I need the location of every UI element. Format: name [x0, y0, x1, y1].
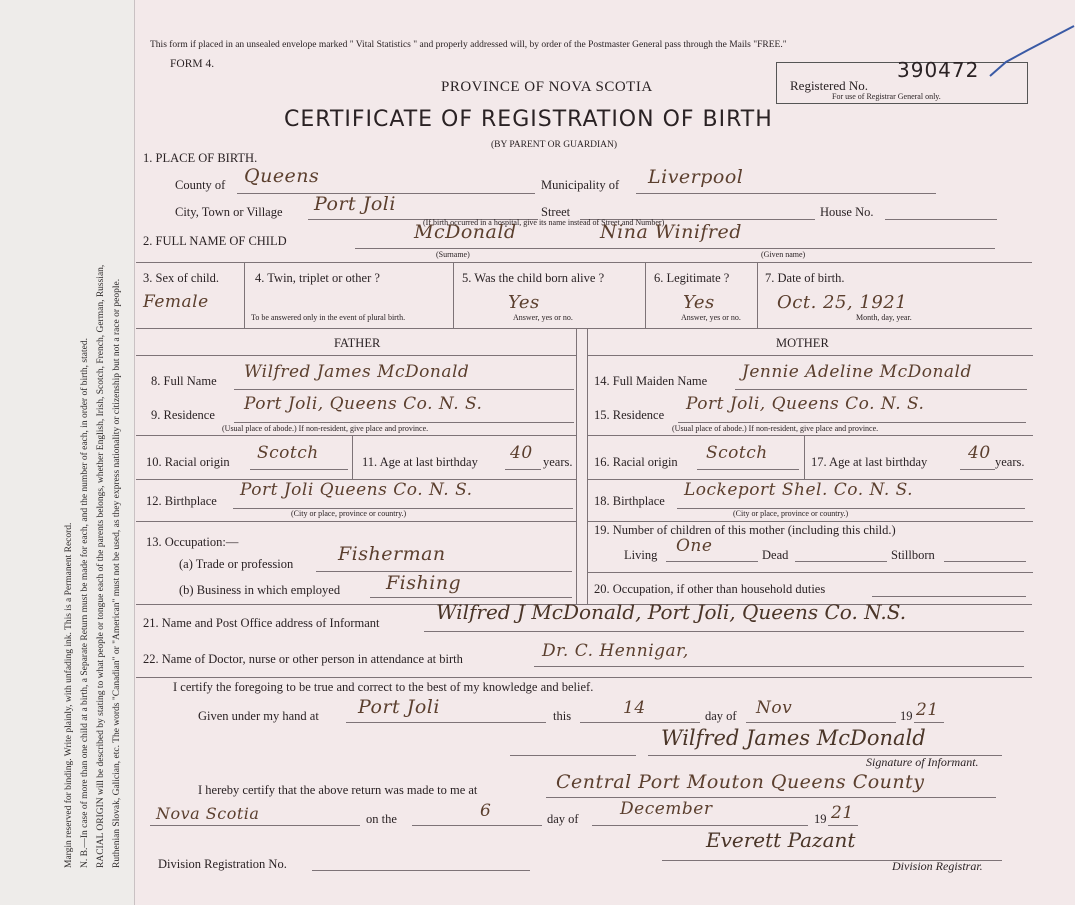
born-alive-label: 5. Was the child born alive ? — [462, 271, 605, 285]
given-at-value: Port Joli — [358, 696, 440, 718]
date-of-birth-value: Oct. 25, 1921 — [777, 292, 908, 313]
business-label: (b) Business in which employed — [179, 583, 341, 597]
sex-value: Female — [143, 292, 209, 312]
city-value: Port Joli — [314, 193, 396, 215]
hospital-note: (If birth occurred in a hospital, give its name instead of Street and Number) — [423, 218, 665, 227]
document-title: CERTIFICATE OF REGISTRATION OF BIRTH — [284, 107, 773, 132]
county-label: County of — [175, 178, 226, 192]
doctor-label: 22. Name of Doctor, nurse or other person in attendance at birth — [143, 652, 463, 666]
house-no-label: House No. — [820, 205, 874, 219]
given-month-value: Nov — [756, 698, 793, 718]
return-day-value: 6 — [480, 801, 492, 821]
mother-age-label: 17. Age at last birthday — [811, 455, 928, 469]
father-residence-label: 9. Residence — [151, 408, 215, 422]
legitimate-value: Yes — [683, 292, 715, 313]
father-racial-label: 10. Racial origin — [146, 455, 230, 469]
registrar-signature: Everett Pazant — [706, 828, 856, 852]
signature-of-informant-label: Signature of Informant. — [866, 755, 979, 769]
father-name-value: Wilfred James McDonald — [244, 362, 470, 382]
year-prefix: 19 — [900, 709, 913, 723]
margin-note-1: Margin reserved for binding. Write plainly, with unfading ink. This is a Permanent Record. — [64, 522, 74, 868]
mother-age-value: 40 — [968, 443, 991, 463]
father-residence-note: (Usual place of abode.) If non-resident, give place and province. — [222, 424, 429, 433]
father-age-label: 11. Age at last birthday — [362, 455, 478, 469]
county-value: Queens — [244, 165, 320, 187]
stillborn-label: Stillborn — [891, 548, 935, 562]
given-name-caption: (Given name) — [761, 250, 806, 259]
mother-heading: MOTHER — [776, 336, 829, 350]
return-month-value: December — [620, 799, 713, 819]
return-year-value: 21 — [831, 803, 854, 823]
on-the-label: on the — [366, 812, 397, 826]
mother-racial-value: Scotch — [706, 443, 768, 463]
informant-label: 21. Name and Post Office address of Informant — [143, 616, 380, 630]
margin-note-2: N. B.—In case of more than one child at a birth, a Separate Return must be made for each, and the number of each, in order of birth, stated. — [80, 338, 90, 868]
mother-birthplace-label: 18. Birthplace — [594, 494, 665, 508]
document-subtitle: (BY PARENT OR GUARDIAN) — [491, 140, 618, 150]
dead-label: Dead — [762, 548, 789, 562]
full-name-label: 2. FULL NAME OF CHILD — [143, 234, 287, 248]
father-birthplace-value: Port Joli Queens Co. N. S. — [240, 480, 473, 500]
trade-value: Fisherman — [338, 543, 446, 565]
province-heading: PROVINCE OF NOVA SCOTIA — [441, 79, 653, 95]
registered-label: Registered No. — [790, 78, 868, 93]
legitimate-label: 6. Legitimate ? — [654, 271, 730, 285]
occupation-label: 13. Occupation:— — [146, 535, 239, 549]
return-made-label: I hereby certify that the above return was made to me at — [198, 783, 478, 797]
this-label: this — [553, 709, 572, 723]
mother-racial-label: 16. Racial origin — [594, 455, 678, 469]
sex-label: 3. Sex of child. — [143, 271, 220, 285]
given-day-value: 14 — [623, 698, 646, 718]
mother-residence-value: Port Joli, Queens Co. N. S. — [686, 394, 925, 414]
given-name-value: Nina Winifred — [600, 221, 742, 243]
father-age-value: 40 — [510, 443, 533, 463]
business-value: Fishing — [386, 572, 462, 594]
division-registration-label: Division Registration No. — [158, 857, 287, 871]
day-of-label-2: day of — [547, 812, 579, 826]
registered-number: 390472 — [897, 58, 980, 82]
father-name-label: 8. Full Name — [151, 374, 217, 388]
place-of-birth-heading: 1. PLACE OF BIRTH. — [143, 151, 258, 165]
father-birthplace-note: (City or place, province or country.) — [291, 509, 407, 518]
division-registrar-label: Division Registrar. — [892, 859, 983, 873]
margin-note-3: RACIAL ORIGIN will be described by stating to what people or tongue each of the parents belongs, whether English, Irish, Scotch, French, German, Russian, — [96, 264, 106, 868]
father-heading: FATHER — [334, 336, 381, 350]
father-racial-value: Scotch — [257, 443, 319, 463]
twin-note: To be answered only in the event of plural birth. — [251, 313, 406, 322]
margin-note-4: Ruthenian Slovak, Galician, etc. The words "Canadian" or "American" must not be used, as they express nationality or citizenship but not a race or people. — [112, 278, 122, 868]
return-place-value: Central Port Mouton Queens County — [556, 771, 925, 793]
informant-value: Wilfred J McDonald, Port Joli, Queens Co. N.S. — [436, 600, 907, 624]
father-age-years: years. — [543, 455, 573, 469]
mother-birthplace-note: (City or place, province or country.) — [733, 509, 849, 518]
date-of-birth-label: 7. Date of birth. — [765, 271, 845, 285]
doctor-value: Dr. C. Hennigar, — [542, 641, 689, 661]
street-label: Street — [541, 205, 571, 219]
mother-residence-note: (Usual place of abode.) If non-resident, give place and province. — [672, 424, 879, 433]
mother-name-label: 14. Full Maiden Name — [594, 374, 708, 388]
day-of-label: day of — [705, 709, 737, 723]
return-province-value: Nova Scotia — [156, 804, 260, 823]
legitimate-caption: Answer, yes or no. — [681, 313, 741, 322]
mother-residence-label: 15. Residence — [594, 408, 665, 422]
twin-label: 4. Twin, triplet or other ? — [255, 271, 380, 285]
living-label: Living — [624, 548, 658, 562]
given-year-value: 21 — [916, 700, 939, 720]
mother-age-years: years. — [995, 455, 1025, 469]
born-alive-caption: Answer, yes or no. — [513, 313, 573, 322]
form-number: FORM 4. — [170, 58, 215, 70]
surname-value: McDonald — [414, 221, 517, 243]
trade-label: (a) Trade or profession — [179, 557, 294, 571]
city-label: City, Town or Village — [175, 205, 283, 219]
children-label: 19. Number of children of this mother (including this child.) — [594, 523, 896, 537]
mother-name-value: Jennie Adeline McDonald — [742, 362, 972, 382]
mother-birthplace-value: Lockeport Shel. Co. N. S. — [684, 480, 914, 500]
father-birthplace-label: 12. Birthplace — [146, 494, 217, 508]
registrar-note: For use of Registrar General only. — [832, 92, 941, 101]
pencil-check-mark-icon — [988, 22, 1075, 82]
certify-statement: I certify the foregoing to be true and correct to the best of my knowledge and belief. — [173, 680, 594, 694]
municipality-label: Municipality of — [541, 178, 620, 192]
informant-signature: Wilfred James McDonald — [661, 726, 926, 750]
father-residence-value: Port Joli, Queens Co. N. S. — [244, 394, 483, 414]
given-under-label: Given under my hand at — [198, 709, 319, 723]
municipality-value: Liverpool — [648, 166, 744, 188]
surname-caption: (Surname) — [436, 250, 470, 259]
mother-occupation-label: 20. Occupation, if other than household duties — [594, 582, 826, 596]
date-of-birth-caption: Month, day, year. — [856, 313, 912, 322]
year-prefix-2: 19 — [814, 812, 827, 826]
mail-notice: This form if placed in an unsealed envelope marked " Vital Statistics " and properly addressed will, by order of the Postmaster General pass through the Mails "FREE." — [150, 40, 787, 50]
born-alive-value: Yes — [508, 292, 540, 313]
living-value: One — [676, 536, 713, 556]
